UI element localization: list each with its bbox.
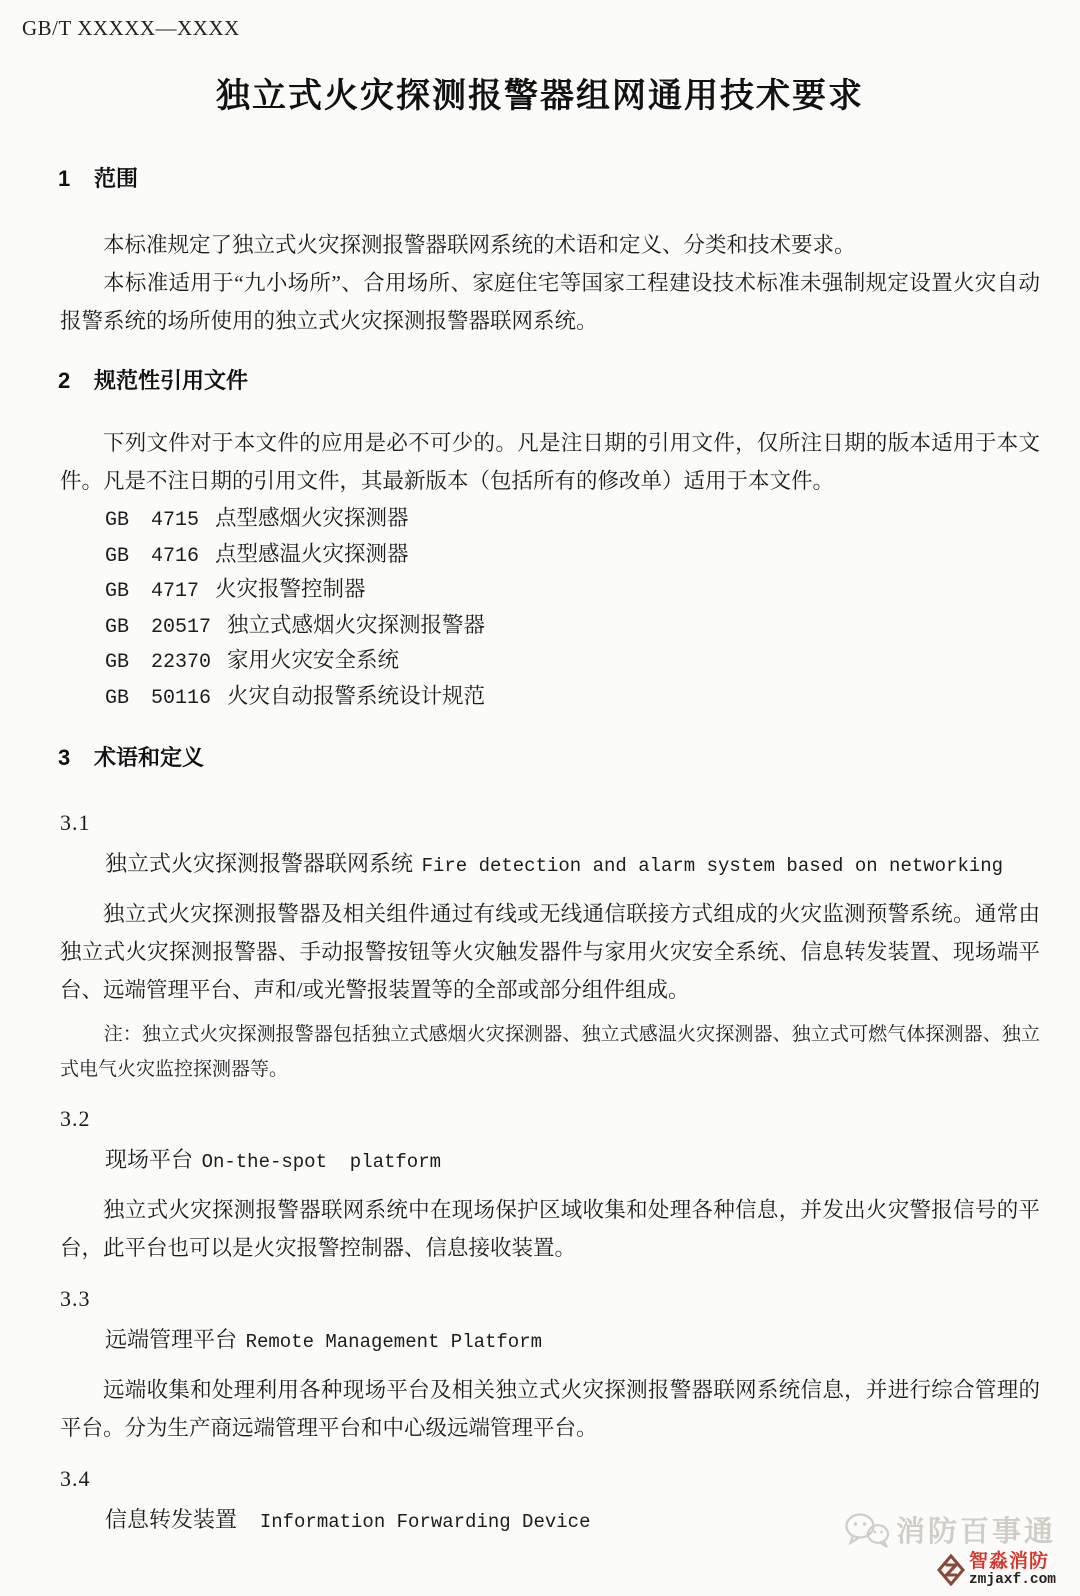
- term-note: 注：独立式火灾探测报警器包括独立式感烟火灾探测器、独立式感温火灾探测器、独立式可燃气体探测器、独立式电气火灾监控探测器等。: [60, 1024, 1040, 1080]
- term-line: [60, 1145, 1040, 1177]
- reference-item: [105, 502, 1040, 538]
- term-line: [60, 1325, 1040, 1357]
- reference-code: GB: [105, 686, 130, 710]
- reference-item: [105, 680, 1040, 716]
- reference-list: [60, 502, 1040, 715]
- term-en: Fire detection and alarm system based on networking: [421, 855, 1004, 877]
- reference-number: 4717: [151, 580, 200, 603]
- references-intro: 下列文件对于本文件的应用是必不可少的。凡是注日期的引用文件，仅所注日期的版本适用于本文件。凡是不注日期的引用文件，其最新版本（包括所有的修改单）适用于本文件。: [60, 431, 1040, 493]
- section-heading-references: [58, 366, 1040, 396]
- section-title: 规范性引用文件: [94, 368, 249, 393]
- term-definition: 独立式火灾探测报警器联网系统中在现场保护区域收集和处理各种信息，并发出火灾警报信号的平台，此平台也可以是火灾报警控制器、信息接收装置。: [60, 1198, 1040, 1260]
- reference-item: [105, 573, 1040, 609]
- reference-number: 4715: [151, 509, 200, 532]
- term-line: [60, 849, 1040, 881]
- reference-item: [105, 644, 1040, 680]
- watermark-site: zmjaxf.com: [968, 1572, 1056, 1588]
- reference-title: 火灾自动报警系统设计规范: [227, 683, 486, 708]
- reference-code: GB: [105, 651, 130, 674]
- reference-item: [105, 609, 1040, 645]
- term-zh: 现场平台: [105, 1147, 194, 1172]
- zhimiao-logo-icon: [937, 1554, 965, 1586]
- reference-code: GB: [105, 509, 130, 532]
- section-heading-scope: [58, 164, 1040, 194]
- section-number: 3: [58, 745, 71, 770]
- reference-number: 20517: [151, 615, 212, 639]
- scope-paragraph-2: 本标准适用于“九小场所”、合用场所、家庭住宅等国家工程建设技术标准未强制规定设置火灾自动报警系统的场所使用的独立式火灾探测报警器联网系统。: [60, 271, 1040, 333]
- section-number: 1: [58, 166, 71, 191]
- watermark-brand-gray: 消防百事通: [895, 1516, 1056, 1548]
- clause-number: 3.1: [60, 810, 91, 835]
- term-definition: 远端收集和处理利用各种现场平台及相关独立式火灾探测报警器联网系统信息，并进行综合管理的平台。分为生产商远端管理平台和中心级远端管理平台。: [60, 1378, 1040, 1440]
- clause-number: 3.3: [60, 1286, 91, 1311]
- reference-number: 50116: [151, 686, 212, 710]
- watermark-brand-red: 智淼消防: [968, 1551, 1049, 1572]
- document-title: 独立式火灾探测报警器组网通用技术要求: [216, 77, 864, 115]
- term-entry: [60, 1285, 1040, 1447]
- reference-title: 点型感温火灾探测器: [215, 541, 409, 566]
- term-zh: 信息转发装置: [105, 1507, 238, 1532]
- term-zh: 独立式火灾探测报警器联网系统: [105, 851, 414, 876]
- section-scope: [60, 164, 1040, 340]
- clause-number: 3.4: [60, 1466, 91, 1491]
- section-references: [60, 366, 1040, 715]
- watermark-red-brand: [844, 1552, 1056, 1588]
- term-en: On-the-spot platform: [201, 1151, 442, 1173]
- reference-code: GB: [105, 544, 130, 568]
- reference-item: [105, 538, 1040, 574]
- reference-title: 家用火灾安全系统: [227, 648, 400, 672]
- standard-number: GB/T XXXXX—XXXX: [22, 16, 240, 40]
- reference-title: 独立式感烟火灾探测报警器: [227, 612, 486, 637]
- reference-number: 22370: [151, 651, 212, 674]
- watermark: [844, 1509, 1056, 1588]
- scope-paragraph-1: 本标准规定了独立式火灾探测报警器联网系统的术语和定义、分类和技术要求。: [103, 233, 856, 257]
- term-zh: 远端管理平台: [105, 1327, 238, 1352]
- reference-title: 火灾报警控制器: [215, 577, 366, 601]
- section-terms: [60, 743, 1040, 1537]
- watermark-gray-brand: [844, 1509, 1056, 1550]
- section-title: 范围: [94, 166, 139, 191]
- wechat-bubbles-icon: [844, 1511, 890, 1549]
- clause-number: 3.2: [60, 1106, 91, 1131]
- term-definition: 独立式火灾探测报警器及相关组件通过有线或无线通信联接方式组成的火灾监测预警系统。通常由独立式火灾探测报警器、手动报警按钮等火灾触发器件与家用火灾安全系统、信息转发装置、现场端平台、远端管理平台、声和/或光警报装置等的全部或部分组件组成。: [60, 902, 1040, 1002]
- term-entry: [60, 809, 1040, 1087]
- reference-code: GB: [105, 580, 130, 603]
- reference-number: 4716: [151, 544, 200, 568]
- section-heading-terms: [58, 743, 1040, 773]
- term-en: Remote Management Platform: [245, 1331, 543, 1353]
- term-entry: [60, 1105, 1040, 1267]
- section-title: 术语和定义: [94, 745, 205, 770]
- reference-title: 点型感烟火灾探测器: [215, 506, 409, 530]
- reference-code: GB: [105, 615, 130, 639]
- section-number: 2: [58, 368, 71, 393]
- term-en: Information Forwarding Device: [259, 1511, 591, 1533]
